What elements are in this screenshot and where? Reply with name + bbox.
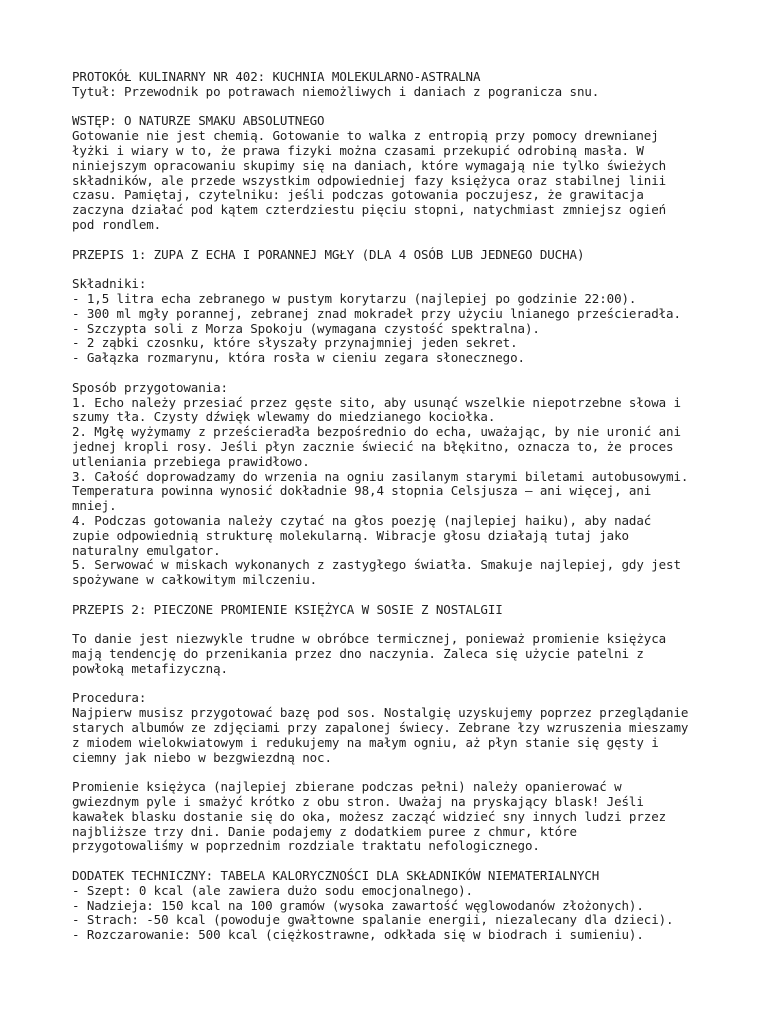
- spacer: [72, 233, 712, 248]
- procedure-line: starych albumów ze zdjęciami przy zapalonej świecy. Zebrane łzy wzruszenia mieszamy: [72, 720, 689, 736]
- method-line: jednej kropli rosy. Jeśli płyn zacznie świecić na błękitno, oznacza to, że proces: [72, 438, 674, 454]
- method-line: naturalny emulgator.: [72, 542, 221, 558]
- intro-line: składników, ale przede wszystkim odpowiedniej fazy księżyca oraz stabilnej linii: [72, 172, 667, 188]
- method-line: mniej.: [72, 498, 117, 514]
- intro-line: łyżki i wiary w to, że prawa fizyki można czasami przekupić odrobiną masła. W: [72, 142, 644, 158]
- ingredient-item: - Gałązka rozmarynu, która rosła w cieniu zegara słonecznego.: [72, 350, 525, 366]
- intro-heading: WSTĘP: O NATURZE SMAKU ABSOLUTNEGO: [72, 113, 325, 129]
- calorie-item: - Strach: -50 kcal (powoduje gwałtowne spalanie energii, niezalecany dla dzieci).: [72, 912, 674, 928]
- method-line: spożywane w całkowitym milczeniu.: [72, 572, 318, 588]
- intro-line: czasu. Pamiętaj, czytelniku: jeśli podczas gotowania poczujesz, że grawitacja: [72, 187, 644, 203]
- procedure-line: najbliższe trzy dni. Danie podajemy z dodatkiem puree z chmur, które: [72, 823, 577, 839]
- method-line: szumy tła. Czysty dźwięk wlewamy do miedzianego kociołka.: [72, 409, 496, 425]
- intro-line: Gotowanie nie jest chemią. Gotowanie to walka z entropią przy pomocy drewnianej: [72, 128, 659, 144]
- recipe2-intro-line: mają tendencję do przenikania przez dno naczynia. Zaleca się użycie patelni z: [72, 646, 644, 662]
- spacer: [72, 588, 712, 603]
- procedure-line: Promienie księżyca (najlepiej zbierane podczas pełni) należy opanierować w: [72, 779, 622, 795]
- method-line: Temperatura powinna wynosić dokładnie 98,4 stopnia Celsjusza – ani więcej, ani: [72, 483, 652, 499]
- recipe2-procedure-label: Procedura:: [72, 690, 147, 706]
- ingredient-item: - Szczypta soli z Morza Spokoju (wymagana czystość spektralna).: [72, 320, 540, 336]
- document-subtitle: Tytuł: Przewodnik po potrawach niemożliwych i daniach z pogranicza snu.: [72, 83, 600, 99]
- spacer: [72, 100, 712, 115]
- spacer: [72, 617, 712, 632]
- ingredient-item: - 300 ml mgły porannej, zebranej znad mokradeł przy użyciu lnianego prześcieradła.: [72, 305, 681, 321]
- method-line: utleniania przebiega prawidłowo.: [72, 453, 310, 469]
- method-line: 5. Serwować w miskach wykonanych z zastygłego światła. Smakuje najlepiej, gdy jest: [72, 557, 681, 573]
- spacer: [72, 854, 712, 869]
- calorie-item: - Nadzieja: 150 kcal na 100 gramów (wysoka zawartość węglowodanów złożonych).: [72, 897, 644, 913]
- recipe2-intro-line: powłoką metafizyczną.: [72, 660, 228, 676]
- recipe2-intro-line: To danie jest niezwykle trudne w obróbce termicznej, ponieważ promienie księżyca: [72, 631, 667, 647]
- document-page: [72, 70, 712, 943]
- ingredient-item: - 1,5 litra echa zebranego w pustym korytarzu (najlepiej po godzinie 22:00).: [72, 290, 637, 306]
- spacer: [72, 262, 712, 277]
- recipe2-heading: PRZEPIS 2: PIECZONE PROMIENIE KSIĘŻYCA W SOSIE Z NOSTALGII: [72, 601, 503, 617]
- method-line: 1. Echo należy przesiać przez gęste sito, aby usunąć wszelkie niepotrzebne słowa i: [72, 394, 681, 410]
- calorie-item: - Szept: 0 kcal (ale zawiera dużo sodu emocjonalnego).: [72, 882, 473, 898]
- spacer: [72, 765, 712, 780]
- procedure-line: gwiezdnym pyle i smażyć krótko z obu stron. Uważaj na pryskający blask! Jeśli: [72, 794, 644, 810]
- procedure-line: z miodem wielokwiatowym i redukujemy na małym ogniu, aż płyn stanie się gęsty i: [72, 734, 659, 750]
- recipe1-heading: PRZEPIS 1: ZUPA Z ECHA I PORANNEJ MGŁY (DLA 4 OSÓB LUB JEDNEGO DUCHA): [72, 246, 585, 262]
- procedure-line: kawałek blasku dostanie się do oka, możesz zacząć widzieć sny innych ludzi przez: [72, 808, 667, 824]
- recipe1-method-label: Sposób przygotowania:: [72, 379, 228, 395]
- method-line: 2. Mgłę wyżymamy z prześcieradła bezpośrednio do echa, uważając, by nie uronić ani: [72, 424, 681, 440]
- procedure-line: Najpierw musisz przygotować bazę pod sos. Nostalgię uzyskujemy poprzez przeglądanie: [72, 705, 689, 721]
- calorie-item: - Rozczarowanie: 500 kcal (ciężkostrawne, odkłada się w biodrach i sumieniu).: [72, 927, 644, 943]
- spacer: [72, 677, 712, 692]
- ingredient-item: - 2 ząbki czosnku, które słyszały przynajmniej jeden sekret.: [72, 335, 518, 351]
- intro-line: pod rondlem.: [72, 216, 162, 232]
- procedure-line: przygotowaliśmy w poprzednim rozdziale traktatu nefologicznego.: [72, 838, 540, 854]
- intro-line: niniejszym opracowaniu skupimy się na daniach, które wymagają nie tylko świeżych: [72, 157, 667, 173]
- method-line: zupie odpowiednią strukturę molekularną. Wibracje głosu działają tutaj jako: [72, 527, 629, 543]
- method-line: 3. Całość doprowadzamy do wrzenia na ogniu zasilanym starymi biletami autobusowymi.: [72, 468, 689, 484]
- spacer: [72, 366, 712, 381]
- document-title: PROTOKÓŁ KULINARNY NR 402: KUCHNIA MOLEKULARNO-ASTRALNA: [72, 69, 481, 84]
- appendix-heading: DODATEK TECHNICZNY: TABELA KALORYCZNOŚCI DLA SKŁADNIKÓW NIEMATERIALNYCH: [72, 868, 600, 884]
- method-line: 4. Podczas gotowania należy czytać na głos poezję (najlepiej haiku), aby nadać: [72, 512, 652, 528]
- recipe1-ingredients-label: Składniki:: [72, 276, 147, 292]
- procedure-line: ciemny jak niebo w bezgwiezdną noc.: [72, 749, 332, 765]
- intro-line: zaczyna działać pod kątem czterdziestu pięciu stopni, natychmiast zmniejsz ogień: [72, 202, 667, 218]
